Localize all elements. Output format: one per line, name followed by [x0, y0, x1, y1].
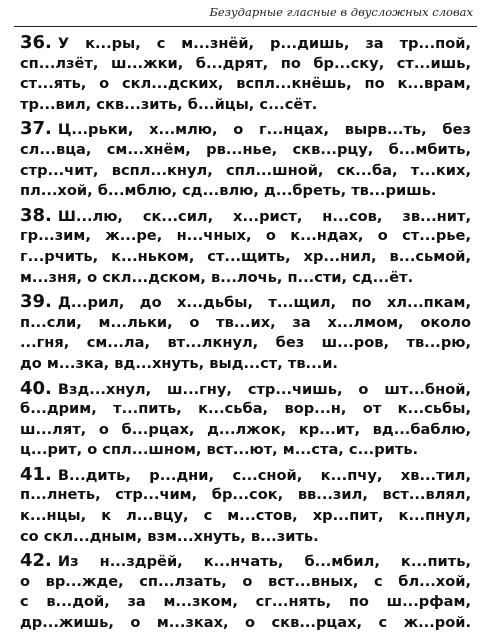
- exercise-line: с в...дой, за м...зком, сг...нять, по ш...рфам,: [20, 593, 471, 611]
- exercise-text: В...дить, р...дни, с...сной, к...пчу, хв...тил,: [57, 466, 471, 484]
- exercise-line: [20, 379, 471, 400]
- exercise-40: [20, 379, 471, 461]
- exercise-line: сл...вца, см...хнём, рв...нье, скв...рцу, б...мбить,: [20, 140, 471, 158]
- exercise-line: со скл...дным, взм...хнуть, в...зить.: [20, 527, 319, 545]
- exercise-line: г...рчить, к...ньком, ст...щить, хр...нил, в...сьмой,: [20, 247, 471, 265]
- exercise-line: ш...лят, о б...рцах, д...лжок, кр...ит, вд...баблю,: [20, 420, 471, 438]
- exercise-number: 37.: [20, 119, 52, 140]
- exercise-42: [20, 551, 471, 633]
- exercise-line: сп...лзёт, ш...жки, б...дрят, по бр...ску, ст...ишь,: [20, 54, 471, 72]
- exercise-line: ...гня, см...ла, вт...лкнул, без ш...ров, тв...рю,: [20, 334, 471, 352]
- exercise-line: [20, 551, 471, 572]
- exercise-line: к...нцы, к л...вцу, с м...стов, хр...пит, к...пнул,: [20, 507, 471, 525]
- exercise-39: [20, 292, 471, 374]
- exercise-list: [20, 33, 471, 638]
- exercise-line: б...дрим, т...пить, к...сьба, вор...н, от к...сьбы,: [20, 400, 471, 418]
- exercise-37: [20, 119, 471, 201]
- exercise-line: тр...вил, скв...зить, б...йцы, с...сёт.: [20, 95, 318, 113]
- exercise-text: Ш...лю, ск...сил, х...рист, н...сов, зв...нит,: [57, 207, 471, 225]
- exercise-text: Взд...хнул, ш...гну, стр...чишь, о шт...бной,: [57, 380, 471, 398]
- exercise-text: Из н...здрёй, к...нчать, б...мбил, к...пить,: [57, 553, 471, 571]
- exercise-line: о вр...жде, сп...лзать, о вст...вных, с бл...хой,: [20, 572, 471, 590]
- exercise-number: 40.: [20, 378, 52, 399]
- exercise-number: 38.: [20, 205, 52, 226]
- exercise-41: [20, 465, 471, 547]
- exercise-line: [20, 465, 471, 486]
- exercise-36: [20, 33, 471, 115]
- exercise-line: пл...хой, б...мблю, сд...влю, д...бреть, тв...ришь.: [20, 182, 437, 200]
- exercise-number: 41.: [20, 464, 52, 485]
- exercise-line: стр...чит, вспл...кнул, спл...шной, ск...ба, т...ких,: [20, 161, 471, 179]
- exercise-line: др...жишь, о м...зках, о скв...рцах, с ж...рой.: [20, 614, 471, 632]
- exercise-line: [20, 33, 471, 54]
- exercise-line: [20, 206, 471, 227]
- page-header: [14, 0, 477, 27]
- exercise-text: Ц...рьки, х...млю, о г...нцах, вырв...ть, без: [57, 121, 471, 139]
- exercise-text: У к...ры, с м...знёй, р...дишь, за тр...пой,: [57, 35, 471, 52]
- exercise-number: 36.: [20, 33, 52, 53]
- exercise-line: ст...ять, о скл...дских, вспл...кнёшь, по к...врам,: [20, 75, 471, 93]
- exercise-line: гр...зим, ж...ре, н...чных, о к...ндах, о ст...рье,: [20, 227, 471, 245]
- exercise-line: м...зня, о скл...дском, в...лочь, п...сти, сд...ёт.: [20, 268, 414, 286]
- header-title: Безударные гласные в двусложных словах: [209, 5, 473, 19]
- exercise-number: 42.: [20, 551, 52, 572]
- exercise-line: п...сли, м...льки, о тв...их, за х...лмом, около: [20, 313, 471, 331]
- exercise-text: Д...рил, до х...дьбы, т...щил, по хл...пкам,: [57, 294, 471, 312]
- exercise-line: [20, 292, 471, 313]
- exercise-line: ц...рит, о спл...шном, вст...ют, м...ста, с...рить.: [20, 441, 419, 459]
- exercise-line: до м...зка, вд...хнуть, выд...ст, тв...и.: [20, 354, 338, 372]
- exercise-number: 39.: [20, 292, 52, 313]
- exercise-line: п...лнеть, стр...чим, бр...сок, вв...зил, вст...влял,: [20, 486, 471, 504]
- exercise-line: [20, 119, 471, 140]
- exercise-38: [20, 206, 471, 288]
